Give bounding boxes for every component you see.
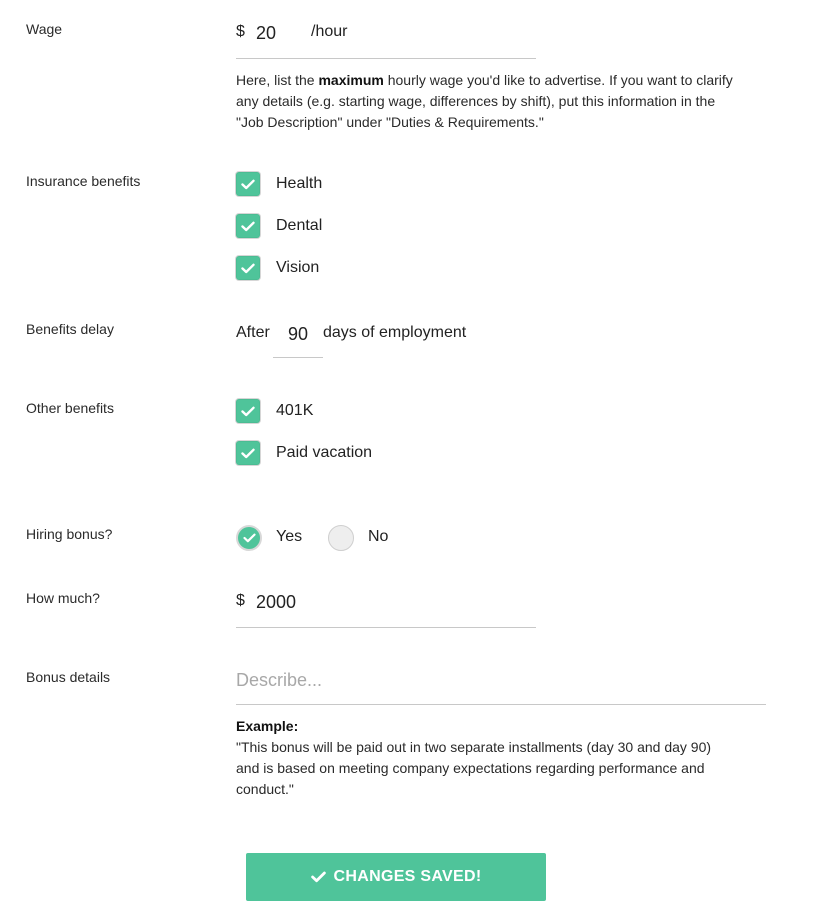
hiring-bonus-yes-label[interactable]: Yes: [276, 528, 303, 545]
bonus-example-line1: "This bonus will be paid out in two separate installments (day 30 and day 90): [236, 739, 712, 755]
hiring-bonus-no-radio[interactable]: [328, 525, 354, 551]
paid-vacation-label: Paid vacation: [276, 444, 373, 461]
wage-help-bold: maximum: [318, 72, 384, 88]
how-much-label: How much?: [26, 590, 100, 606]
check-icon: [241, 179, 255, 190]
dental-label: Dental: [276, 217, 323, 234]
wage-help-line1: hourly wage you'd like to advertise. If you want to clarify: [383, 72, 733, 88]
wage-help-prefix: Here, list the: [236, 72, 319, 88]
hiring-bonus-yes-radio[interactable]: [236, 525, 262, 551]
hiring-bonus-no-label[interactable]: No: [368, 528, 389, 545]
changes-saved-label: CHANGES SAVED!: [333, 868, 482, 885]
how-much-currency-symbol: $: [236, 592, 245, 609]
insurance-benefits-label: Insurance benefits: [26, 173, 141, 189]
bonus-example-line3: conduct.": [236, 781, 294, 797]
401k-checkbox[interactable]: [236, 399, 260, 423]
benefits-delay-prefix: After: [236, 324, 270, 341]
check-icon: [241, 263, 255, 274]
other-benefit-401k[interactable]: [236, 399, 313, 423]
health-checkbox[interactable]: [236, 172, 260, 196]
401k-label: 401K: [276, 402, 314, 419]
hiring-bonus-label: Hiring bonus?: [26, 526, 113, 542]
check-icon: [241, 221, 255, 232]
wage-label: Wage: [26, 21, 63, 37]
insurance-option-dental[interactable]: [236, 214, 322, 238]
paid-vacation-checkbox[interactable]: [236, 441, 260, 465]
vision-label: Vision: [276, 259, 320, 276]
bonus-example-line2: and is based on meeting company expectations regarding performance and: [236, 760, 705, 776]
bonus-example-title: Example:: [236, 718, 299, 734]
bonus-amount-input[interactable]: [256, 590, 526, 614]
benefits-delay-underline: [273, 357, 323, 358]
wage-help-text: [236, 70, 796, 133]
check-icon: [311, 871, 326, 883]
insurance-option-health[interactable]: [236, 172, 322, 196]
other-benefit-paid-vacation[interactable]: [236, 441, 372, 465]
check-icon: [241, 448, 255, 459]
check-icon: [241, 406, 255, 417]
wage-unit-suffix: /hour: [311, 23, 348, 40]
bonus-details-underline: [236, 704, 766, 705]
wage-input-underline: [236, 58, 536, 59]
benefits-delay-label: Benefits delay: [26, 321, 114, 337]
insurance-option-vision[interactable]: [236, 256, 319, 280]
check-icon: [243, 533, 256, 543]
benefits-delay-suffix: days of employment: [323, 324, 467, 341]
wage-help-line2: any details (e.g. starting wage, differences by shift), put this information in the: [236, 93, 716, 109]
benefits-delay-days-input[interactable]: [273, 322, 323, 346]
changes-saved-button[interactable]: [246, 853, 546, 901]
health-label: Health: [276, 175, 323, 192]
bonus-details-input[interactable]: [236, 668, 766, 692]
wage-input[interactable]: [256, 21, 306, 45]
other-benefits-label: Other benefits: [26, 400, 114, 416]
wage-currency-symbol: $: [236, 23, 245, 40]
bonus-details-label: Bonus details: [26, 669, 111, 685]
wage-help-line3: "Job Description" under "Duties & Requirements.": [236, 114, 544, 130]
bonus-example-text: [236, 737, 796, 800]
bonus-amount-underline: [236, 627, 536, 628]
vision-checkbox[interactable]: [236, 256, 260, 280]
dental-checkbox[interactable]: [236, 214, 260, 238]
